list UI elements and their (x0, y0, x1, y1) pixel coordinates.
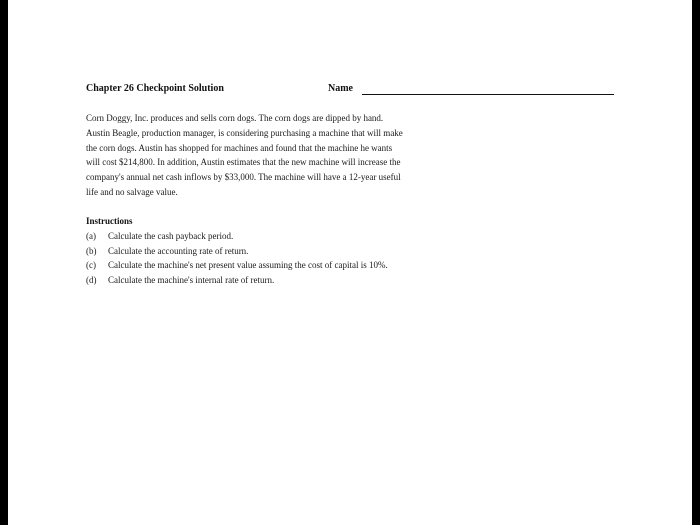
instructions-section (86, 214, 506, 288)
instruction-marker: (b) (86, 245, 97, 256)
problem-statement (86, 111, 478, 200)
instruction-text: Calculate the cash payback period. (108, 230, 234, 241)
instruction-item (86, 244, 506, 259)
problem-line: life and no salvage value. (86, 186, 178, 197)
name-label: Name (328, 83, 353, 94)
document-page (8, 0, 692, 525)
document-header (86, 83, 626, 97)
name-blank-line (362, 94, 614, 95)
instruction-item (86, 273, 506, 288)
instruction-marker: (a) (86, 230, 96, 241)
instruction-marker: (c) (86, 260, 96, 271)
problem-line: company's annual net cash inflows by $33,000. The machine will have a 12-year useful (86, 172, 401, 183)
document-title: Chapter 26 Checkpoint Solution (86, 83, 224, 94)
instruction-item (86, 229, 506, 244)
instruction-text: Calculate the machine's net present value assuming the cost of capital is 10%. (108, 260, 388, 271)
instruction-item (86, 258, 506, 273)
instruction-marker: (d) (86, 275, 97, 286)
instruction-text: Calculate the accounting rate of return. (108, 245, 249, 256)
instruction-text: Calculate the machine's internal rate of return. (108, 275, 275, 286)
problem-line: the corn dogs. Austin has shopped for machines and found that the machine he wants (86, 142, 393, 153)
instructions-heading: Instructions (86, 216, 133, 226)
problem-line: Austin Beagle, production manager, is considering purchasing a machine that will make (86, 127, 403, 138)
problem-line: Corn Doggy, Inc. produces and sells corn dogs. The corn dogs are dipped by hand. (86, 113, 384, 123)
problem-line: will cost $214,800. In addition, Austin estimates that the new machine will increase the (86, 157, 401, 168)
